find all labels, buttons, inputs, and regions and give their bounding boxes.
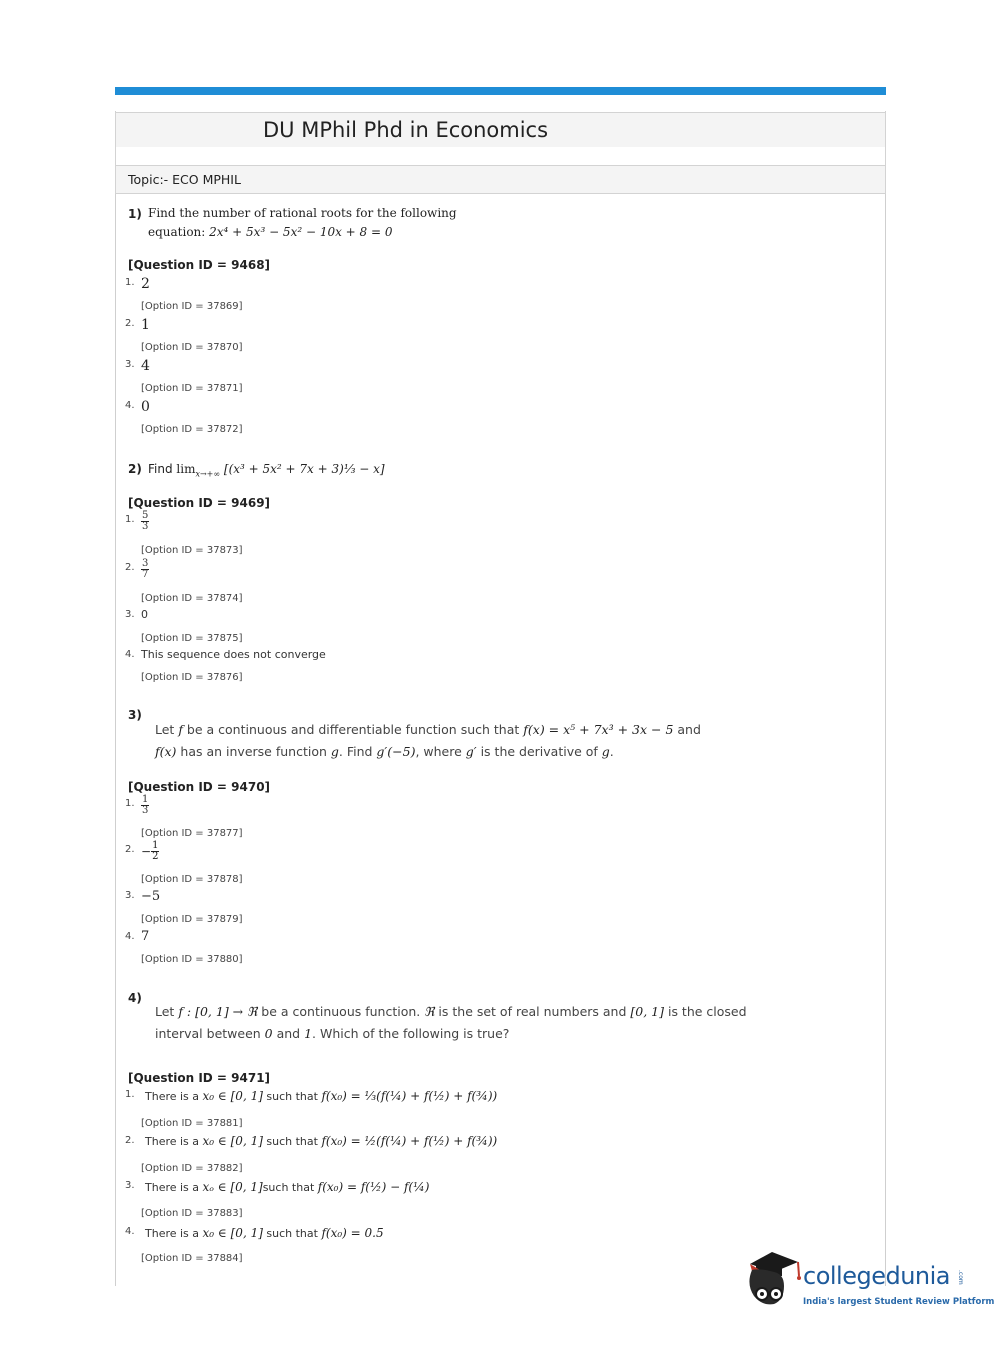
question-text-line2: equation: 2x⁴ + 5x³ − 5x² − 10x + 8 = 0 xyxy=(148,225,393,239)
option-number: 1. xyxy=(125,514,135,525)
option-value: $\frac{1}{3}$ xyxy=(142,794,149,816)
topic-box xyxy=(115,165,886,194)
option-value: 7 xyxy=(141,929,150,944)
top-accent-bar xyxy=(115,87,886,95)
collegedunia-tagline: India's largest Student Review Platform xyxy=(803,1297,995,1307)
option-value: There is a x₀ ∈ [0, 1] such that f(x₀) = ⅓(f(¼) + f(½) + f(¾)) xyxy=(145,1089,498,1103)
option-number: 1. xyxy=(125,798,135,809)
question-number: 3) xyxy=(128,708,142,722)
option-id: [Option ID = 37873] xyxy=(141,545,243,556)
question-number: 2) xyxy=(128,462,142,476)
option-value: 1 xyxy=(141,317,150,333)
topic-label: Topic:- ECO MPHIL xyxy=(128,172,241,187)
option-value: This sequence does not converge xyxy=(141,648,326,661)
option-value: There is a x₀ ∈ [0, 1] such that f(x₀) = 0.5 xyxy=(145,1226,384,1240)
page-title: DU MPhil Phd in Economics xyxy=(263,118,549,142)
page-frame xyxy=(115,111,886,1286)
option-number: 3. xyxy=(125,359,135,370)
option-id: [Option ID = 37877] xyxy=(141,828,243,839)
option-number: 1. xyxy=(125,1089,135,1100)
question-number: 4) xyxy=(128,991,142,1005)
option-value: $\frac{5}{3}$ xyxy=(142,510,149,532)
option-value: 2 xyxy=(141,276,150,292)
option-id: [Option ID = 37871] xyxy=(141,383,243,394)
option-value: 4 xyxy=(141,358,150,374)
option-value: $\frac{3}{7}$ xyxy=(142,558,149,580)
option-id: [Option ID = 37876] xyxy=(141,672,243,683)
option-id: [Option ID = 37870] xyxy=(141,342,243,353)
option-id: [Option ID = 37878] xyxy=(141,874,243,885)
question-text: Find the number of rational roots for the following xyxy=(148,206,457,220)
option-number: 2. xyxy=(125,318,135,329)
question-id: [Question ID = 9471] xyxy=(128,1071,271,1085)
option-id: [Option ID = 37882] xyxy=(141,1163,243,1174)
option-number: 4. xyxy=(125,1226,135,1237)
option-number: 1. xyxy=(125,277,135,288)
question-text: Let f : [0, 1] → ℜ be a continuous function. ℜ is the set of real numbers and [0, 1] is the closed interval between 0 and 1. Which of the following is true? xyxy=(155,1004,747,1041)
option-id: [Option ID = 37879] xyxy=(141,914,243,925)
option-id: [Option ID = 37872] xyxy=(141,424,243,435)
option-id: [Option ID = 37874] xyxy=(141,593,243,604)
option-number: 3. xyxy=(125,609,135,620)
option-value: 0 xyxy=(141,608,148,621)
question-text: Let f be a continuous and differentiable function such that f(x) = x⁵ + 7x³ + 3x − 5 and f(x) has an inverse function g. Find g′(−5), where g′ is the derivative of g. xyxy=(155,722,701,759)
option-value: −5 xyxy=(141,889,161,904)
option-id: [Option ID = 37875] xyxy=(141,633,243,644)
question-id: [Question ID = 9469] xyxy=(128,496,271,510)
option-id: [Option ID = 37883] xyxy=(141,1208,243,1219)
option-number: 4. xyxy=(125,931,135,942)
option-number: 3. xyxy=(125,890,135,901)
separator-row xyxy=(115,147,886,166)
collegedunia-com: .com xyxy=(957,1270,964,1285)
option-id: [Option ID = 37881] xyxy=(141,1118,243,1129)
option-id: [Option ID = 37884] xyxy=(141,1253,243,1264)
title-box xyxy=(115,112,886,149)
option-value: − $\frac{1}{2}$ xyxy=(141,840,159,862)
option-id: [Option ID = 37869] xyxy=(141,301,243,312)
collegedunia-wordmark: collegedunia xyxy=(803,1262,951,1290)
option-value: 0 xyxy=(141,399,150,415)
option-number: 2. xyxy=(125,1135,135,1146)
option-number: 2. xyxy=(125,562,135,573)
option-number: 4. xyxy=(125,400,135,411)
question-text: Find $\lim_{x\to+\infty} [(x^3 + 5x^2 + 7x$ + 3)⅓ − x] xyxy=(148,462,385,479)
option-number: 4. xyxy=(125,649,135,660)
option-number: 2. xyxy=(125,844,135,855)
option-value: There is a xₒ ∈ [0, 1]such that f(x₀) = f(½) − f(¼) xyxy=(145,1180,430,1194)
question-number: 1) xyxy=(128,207,142,221)
option-value: There is a x₀ ∈ [0, 1] such that f(x₀) = ½(f(¼) + f(½) + f(¾)) xyxy=(145,1134,498,1148)
option-number: 3. xyxy=(125,1180,135,1191)
question-id: [Question ID = 9470] xyxy=(128,780,271,794)
question-id: [Question ID = 9468] xyxy=(128,258,271,272)
collegedunia-mascot-logo xyxy=(742,1250,802,1310)
option-id: [Option ID = 37880] xyxy=(141,954,243,965)
